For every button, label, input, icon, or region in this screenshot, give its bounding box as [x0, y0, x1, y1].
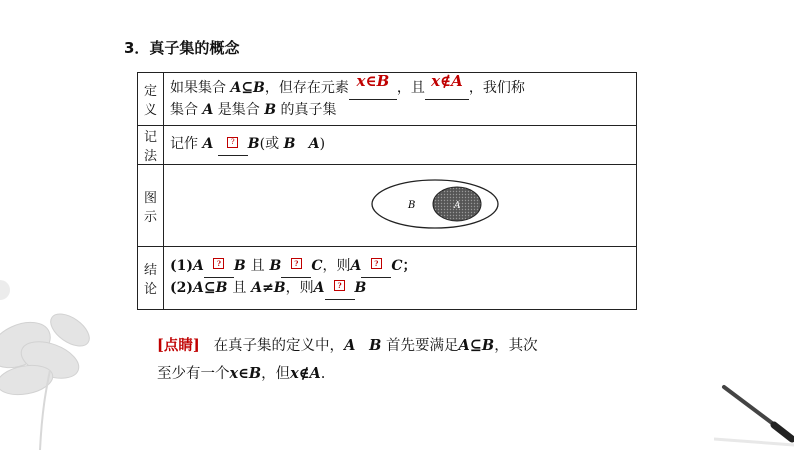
tip-math-5: x∉A	[290, 365, 321, 382]
conc-l1-c: B	[269, 258, 282, 274]
conc-l1-d: C	[311, 258, 323, 274]
conc-l1-end: ；	[402, 258, 417, 274]
conc-l2-and: 且	[232, 280, 247, 296]
conc-blank-4	[325, 278, 355, 300]
notation-text-3: )	[319, 136, 326, 152]
flower-decoration	[0, 250, 130, 450]
section-heading: 3．真子集的概念	[124, 39, 240, 57]
diagram-content	[164, 165, 637, 247]
proper-subset-symbol-icon: ?	[334, 280, 345, 291]
notation-row	[138, 126, 637, 165]
notation-math-2: B	[247, 136, 260, 152]
definition-content	[164, 73, 637, 126]
tip-text-4: 至少有一个	[157, 366, 230, 382]
tip-text-6: .	[320, 366, 326, 382]
tip-text-1: 在真子集的定义中，	[213, 338, 345, 354]
def-answer-1: x∈B	[356, 72, 390, 90]
def-blank-1	[349, 72, 397, 100]
proper-subset-symbol-icon: ?	[213, 258, 224, 269]
conc-l2-b: A≠B	[251, 280, 286, 296]
tip-math-2: B	[369, 337, 382, 354]
def-text-6: 是集合	[217, 102, 260, 118]
notation-content	[164, 126, 637, 165]
proper-subset-symbol-icon: ?	[227, 137, 238, 148]
conc-l1-a: A	[193, 258, 204, 274]
brush-decoration	[714, 377, 794, 447]
diagram-label: 图示	[138, 165, 164, 247]
conc-blank-3	[361, 256, 391, 278]
conc-l1-and: 且	[250, 258, 265, 274]
notation-label: 记法	[138, 126, 164, 165]
def-blank-2	[425, 72, 469, 100]
venn-diagram	[170, 169, 630, 239]
conc-l2-prefix: (2)	[170, 280, 194, 296]
conclusion-row	[138, 247, 637, 310]
concept-table	[137, 72, 637, 310]
def-math-1: A⊆B	[230, 80, 265, 96]
notation-text-1: 记作	[170, 136, 199, 152]
def-math-2: A	[202, 102, 214, 118]
definition-row	[138, 73, 637, 126]
tip-text-2: 首先要满足	[386, 338, 459, 354]
tip-math-3: A⊆B	[458, 337, 495, 354]
set-a-label: A	[454, 200, 461, 211]
def-text-1: 如果集合	[170, 80, 227, 96]
def-text-2: ，但存在元素	[264, 80, 349, 96]
conc-l1-f: C	[391, 258, 403, 274]
def-text-7: 的真子集	[280, 102, 337, 118]
conc-l2-then: ，则	[285, 280, 314, 296]
conc-l1-b: B	[233, 258, 246, 274]
def-answer-2: x∉A	[431, 72, 463, 90]
set-b-label: B	[408, 199, 416, 211]
tip-tag: [点睛]	[157, 337, 200, 354]
tip-text-3: ，其次	[494, 338, 538, 354]
notation-math-4: A	[308, 136, 320, 152]
def-text-5: 集合	[170, 102, 199, 118]
notation-math-1: A	[202, 136, 214, 152]
notation-text-2: (或	[259, 136, 280, 152]
conclusion-label: 结论	[138, 247, 164, 310]
tip-math-1: A	[344, 337, 356, 354]
tip-math-4: x∈B	[229, 365, 262, 382]
def-math-3: B	[264, 102, 277, 118]
proper-subset-symbol-icon: ?	[291, 258, 302, 269]
conc-l1-then: ，则	[322, 258, 351, 274]
notation-blank	[218, 134, 248, 156]
conc-l1-prefix: (1)	[170, 258, 194, 274]
conc-blank-1	[204, 256, 234, 278]
conc-l2-d: B	[354, 280, 367, 296]
tip-paragraph	[157, 332, 657, 388]
conc-l2-c: A	[313, 280, 325, 296]
conc-l1-e: A	[350, 258, 362, 274]
proper-subset-symbol-icon: ?	[371, 258, 382, 269]
conc-l2-a: A⊆B	[193, 280, 228, 296]
def-text-4: ，我们称	[468, 80, 525, 96]
tip-text-5: ，但	[261, 366, 291, 382]
conclusion-content	[164, 247, 637, 310]
definition-label: 定义	[138, 73, 164, 126]
conc-blank-2	[281, 256, 311, 278]
notation-math-3: B	[283, 136, 296, 152]
def-text-3: ，且	[396, 80, 425, 96]
diagram-row	[138, 165, 637, 247]
